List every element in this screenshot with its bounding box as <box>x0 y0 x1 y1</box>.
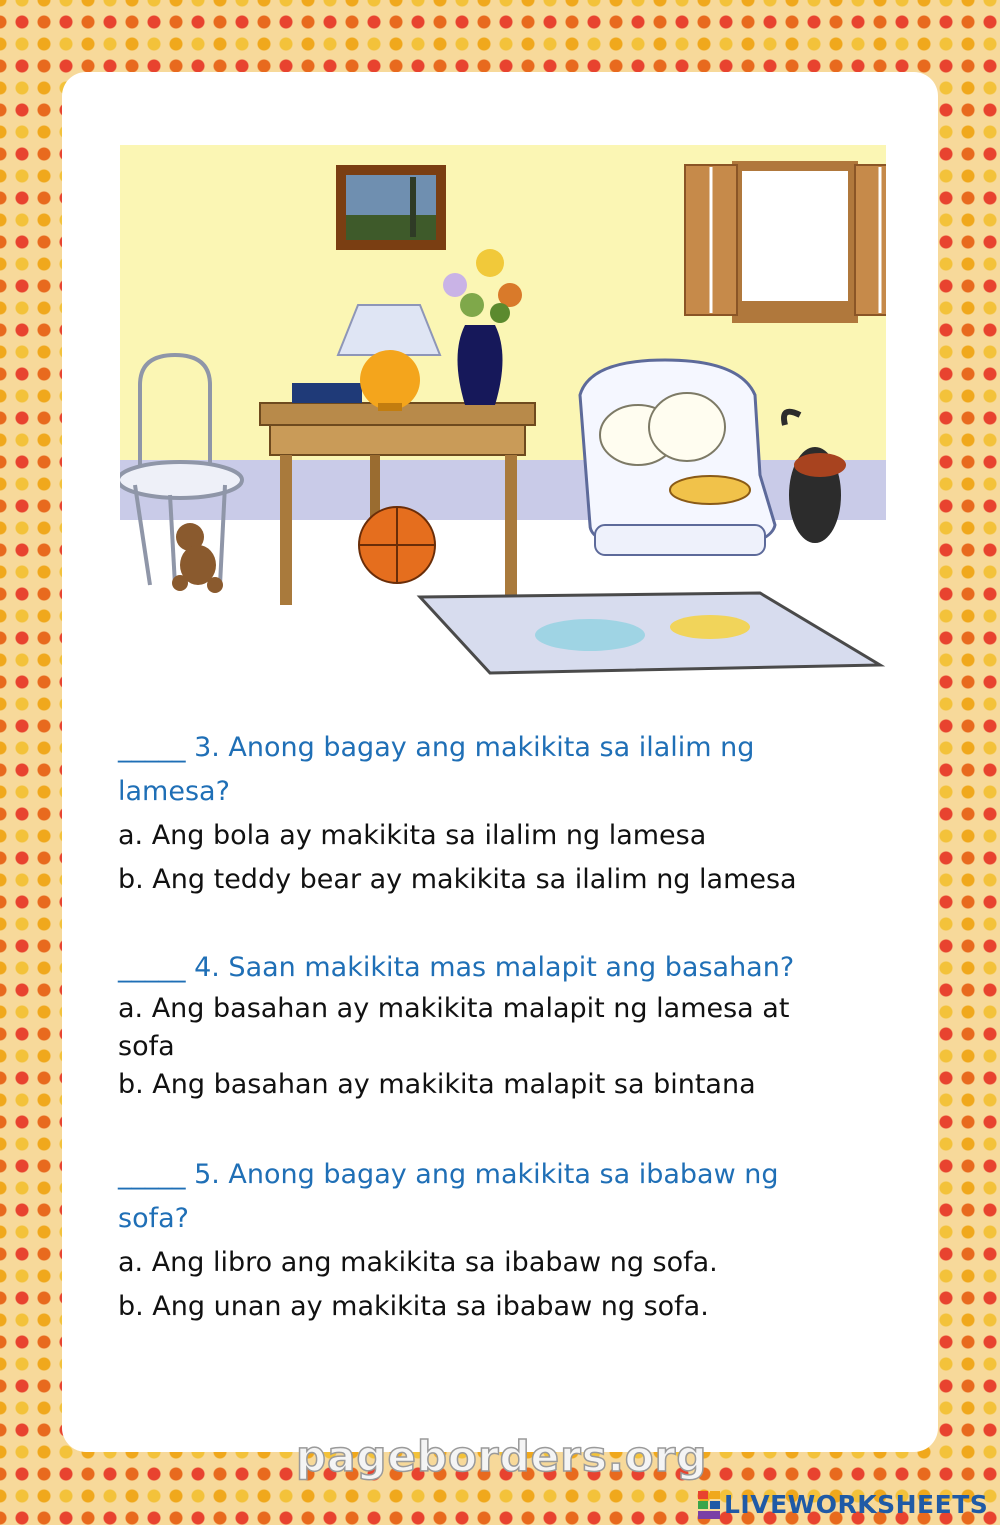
question-4 <box>118 946 898 990</box>
question-3-text-line2: lamesa? <box>118 776 230 807</box>
question-5-block <box>118 1153 898 1329</box>
question-5 <box>118 1153 898 1197</box>
choice-5b: b. Ang unan ay makikita sa ibabaw ng sofa. <box>118 1291 709 1322</box>
question-3-text-line1: 3. Anong bagay ang makikita sa ilalim ng <box>194 732 755 763</box>
window-icon <box>685 161 886 323</box>
bowl-icon <box>670 476 750 504</box>
pageborders-watermark: pageborders.org <box>296 1432 708 1481</box>
choice-5a: a. Ang libro ang makikita sa ibabaw ng sofa. <box>118 1247 718 1278</box>
liveworksheets-logo-icon <box>698 1491 720 1519</box>
living-room-illustration <box>120 145 886 690</box>
choice-3b: b. Ang teddy bear ay makikita sa ilalim ng lamesa <box>118 864 797 895</box>
question-4-block <box>118 946 898 1104</box>
question-5-text-line1: 5. Anong bagay ang makikita sa ibabaw ng <box>194 1159 779 1190</box>
choice-4a-line1: a. Ang basahan ay makikita malapit ng lamesa at <box>118 993 790 1024</box>
question-5-text-line2: sofa? <box>118 1203 189 1234</box>
brand-name: LIVEWORKSHEETS <box>724 1490 989 1519</box>
basketball-icon <box>359 507 435 583</box>
choice-4b: b. Ang basahan ay makikita malapit sa bintana <box>118 1069 756 1100</box>
question-4-text: 4. Saan makikita mas malapit ang basahan? <box>194 952 795 983</box>
question-3 <box>118 726 898 770</box>
question-3-block <box>118 726 898 902</box>
picture-frame-icon <box>336 165 446 250</box>
answer-blank-3[interactable]: _____ <box>118 732 186 763</box>
choice-4a-line2: sofa <box>118 1031 175 1062</box>
book-icon <box>292 383 362 403</box>
liveworksheets-brand <box>698 1490 988 1519</box>
answer-blank-5[interactable]: _____ <box>118 1159 186 1190</box>
choice-3a: a. Ang bola ay makikita sa ilalim ng lamesa <box>118 820 707 851</box>
answer-blank-4[interactable]: _____ <box>118 952 186 983</box>
